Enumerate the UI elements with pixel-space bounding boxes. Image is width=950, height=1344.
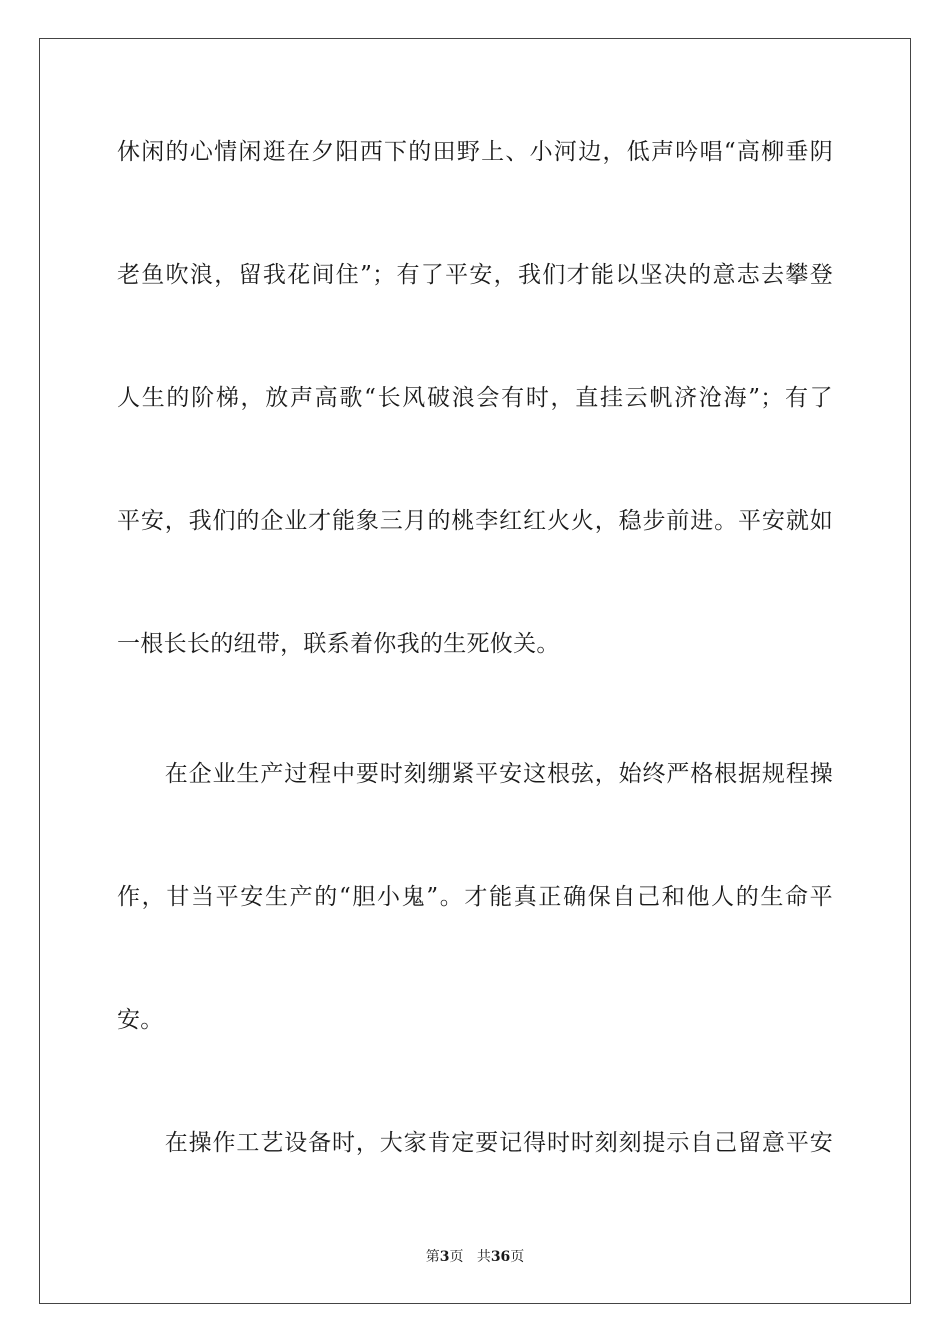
text-line-3: 人生的阶梯，放声高歌“长风破浪会有时，直挂云帆济沧海”；有了 [117,385,833,411]
text-line-8: 安。 [117,1007,164,1033]
total-label-prefix: 共 [476,1249,491,1265]
text-line-4: 平安，我们的企业才能象三月的桃李红红火火，稳步前进。平安就如 [117,508,833,534]
page-frame [39,38,911,1304]
page-label-suffix: 页 [449,1249,464,1265]
text-line-5: 一根长长的纽带，联系着你我的生死攸关。 [117,631,560,657]
text-line-7: 作，甘当平安生产的“胆小鬼”。才能真正确保自己和他人的生命平 [117,884,833,910]
text-line-6: 在企业生产过程中要时刻绷紧平安这根弦，始终严格根据规程操 [117,761,833,787]
text-line-9: 在操作工艺设备时，大家肯定要记得时时刻刻提示自己留意平安 [117,1130,833,1156]
text-line-2: 老鱼吹浪，留我花间住”；有了平安，我们才能以坚决的意志去攀登 [117,262,833,288]
total-label-suffix: 页 [510,1249,525,1265]
page-footer [0,1247,950,1267]
total-page-count: 36 [490,1249,511,1265]
text-line-1: 休闲的心情闲逛在夕阳西下的田野上、小河边，低声吟唱“高柳垂阴 [117,139,833,165]
page-label-prefix: 第 [425,1249,440,1265]
current-page-number: 3 [439,1249,450,1265]
